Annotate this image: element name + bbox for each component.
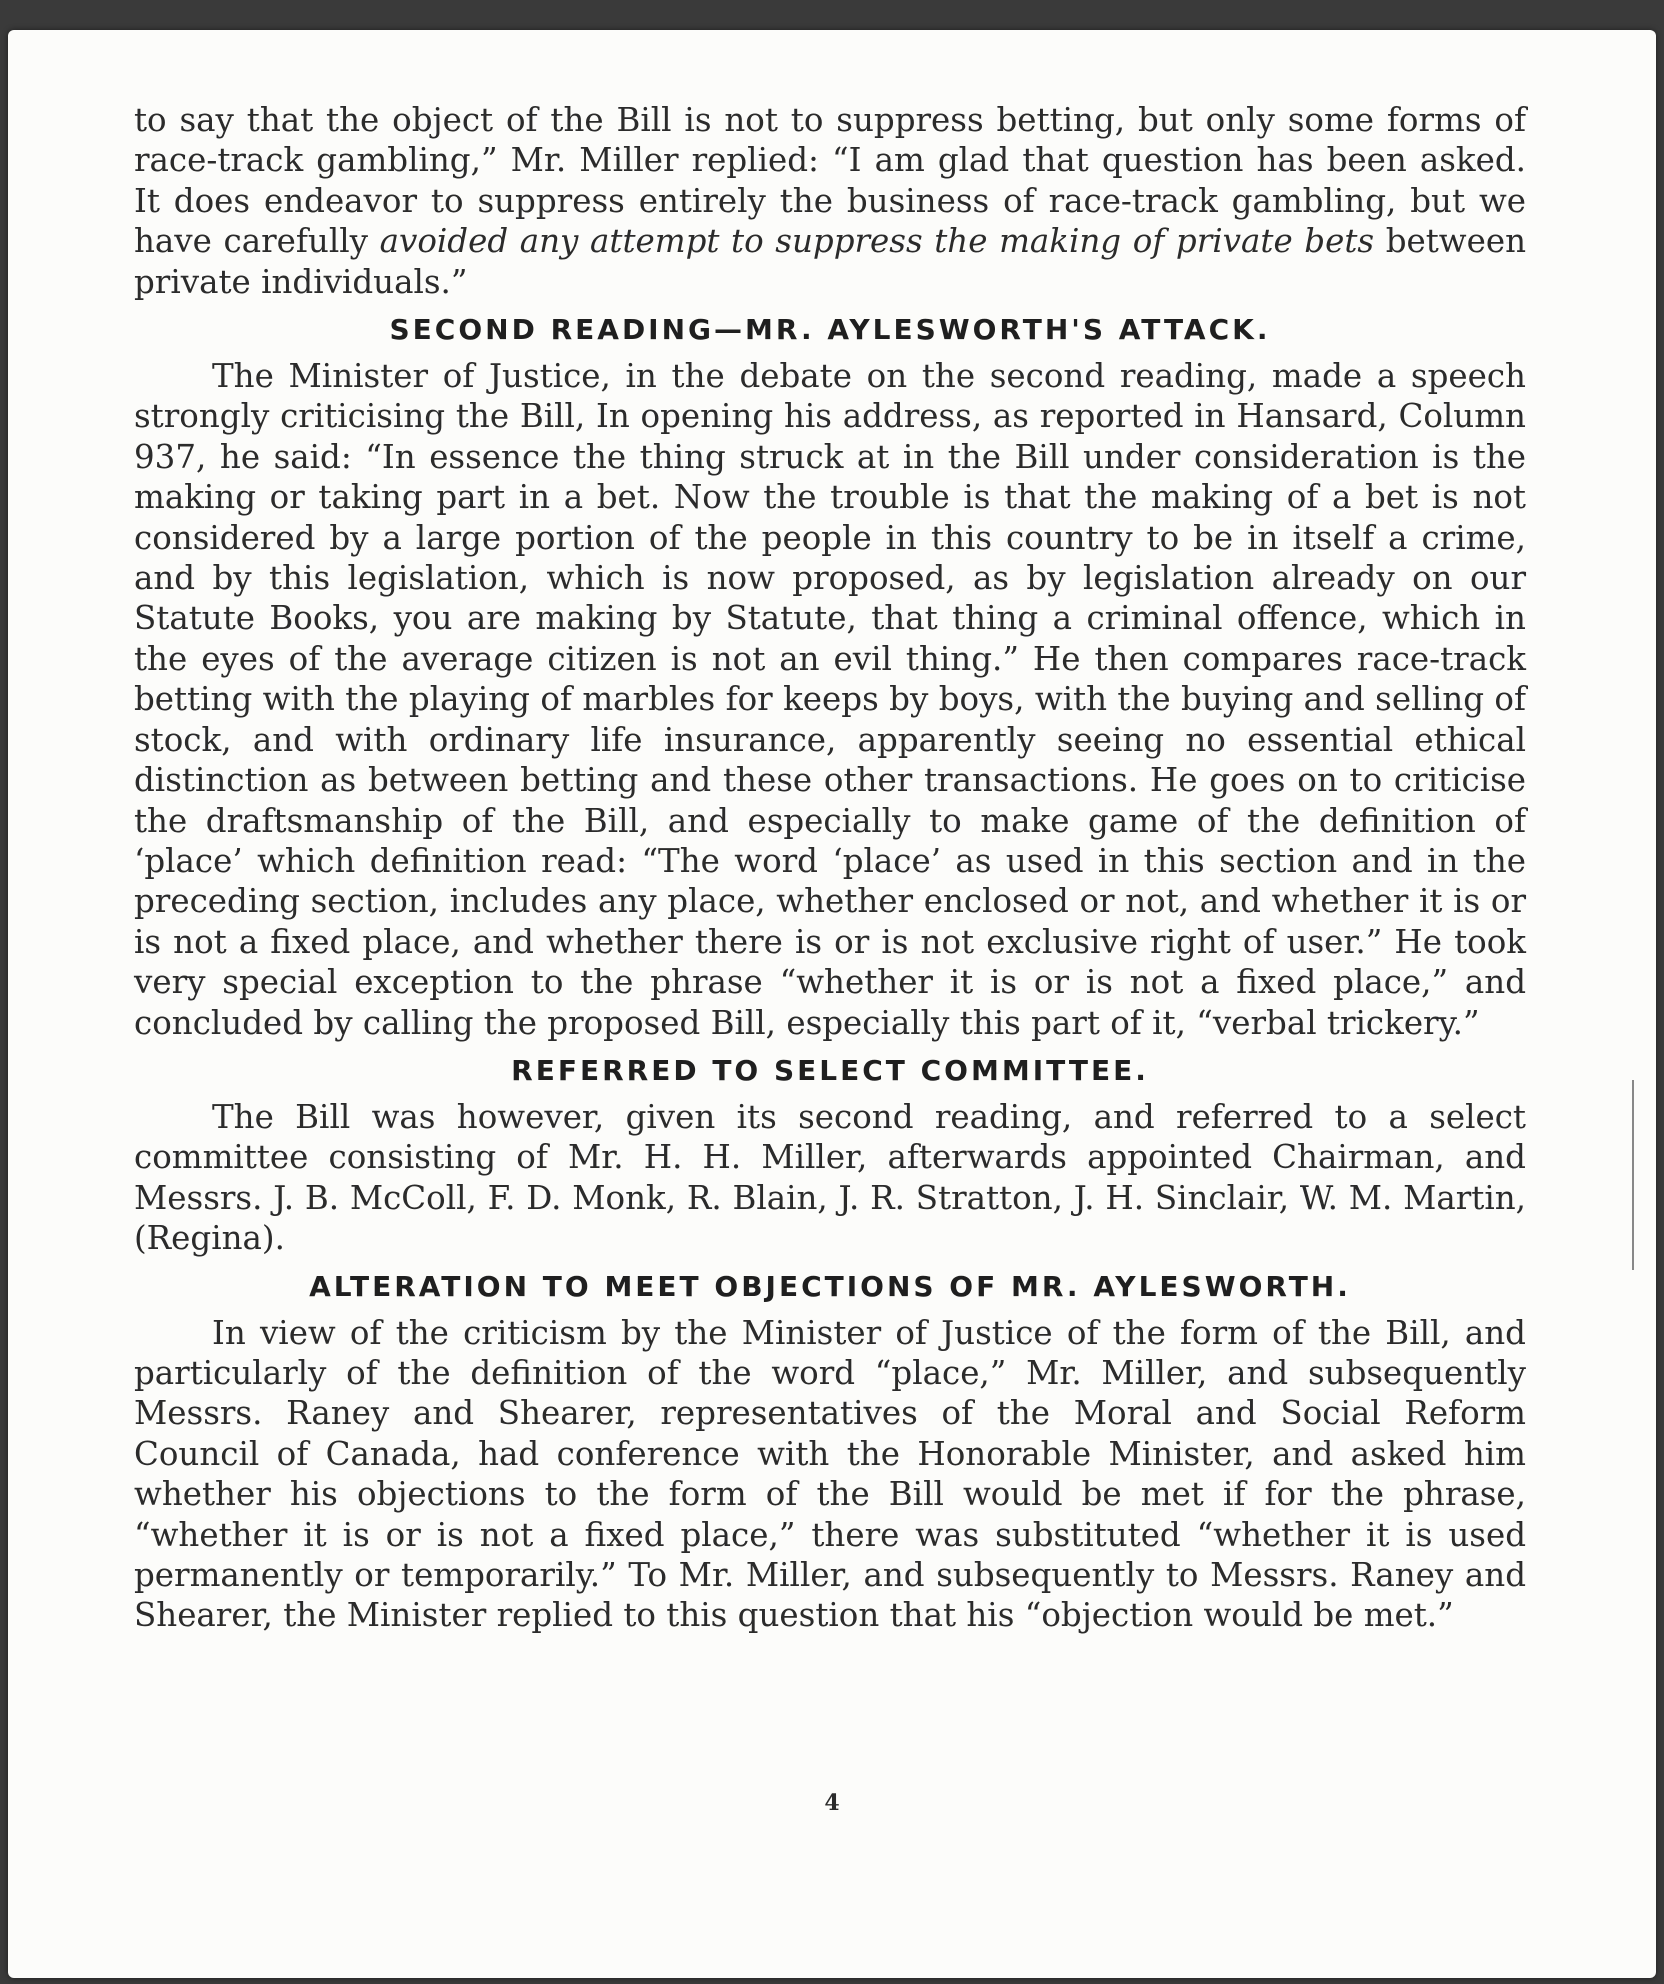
page-edge-mark: [1632, 1080, 1638, 1270]
section-paragraph-second-reading: The Minister of Justice, in the debate on the second reading, made a speech strongly criticising the Bill, In opening his address, as reported in Hansard, Column 937, he said: “In essence the thing struck at in the Bill under consideration is the making or taking part in a bet. Now the trouble is that the making of a bet is not considered by a large portion of the people in this country to be in itself a crime, and by this legislation, which is now proposed, as by legislation already on our Statute Books, you are making by Statute, that thing a criminal offence, which in the eyes of the average citizen is not an evil thing.” He then compares race-track betting with the playing of marbles for keeps by boys, with the buying and selling of stock, and with ordinary life insurance, apparently seeing no essential ethical distinction as between betting and these other transactions. He goes on to criticise the draftsmanship of the Bill, and especially to make game of the definition of ‘place’ which definition read: “The word ‘place’ as used in this section and in the preceding section, includes any place, whether enclosed or not, and whether it is or is not a fixed place, and whether there is or is not exclusive right of user.” He took very special exception to the phrase “whether it is or is not a fixed place,” and concluded by calling the proposed Bill, especially this part of it, “verbal trickery.”: [134, 357, 1526, 1042]
section-heading-alteration: ALTERATION TO MEET OBJECTIONS OF MR. AYLESWORTH.: [309, 1269, 1351, 1303]
opening-paragraph-text: to say that the object of the Bill is not to suppress betting, but only some forms of race-track gambling,” Mr. Miller replied: “I am glad that question has been asked. It does endeavor to suppress entirely the business of race-track gambling, but we have carefully: [134, 101, 1526, 261]
opening-paragraph-end: between private individuals.”: [134, 222, 1527, 301]
document-page: [8, 30, 1656, 1978]
section-paragraph-alteration: In view of the criticism by the Minister of Justice of the form of the Bill, and particularly of the definition of the word “place,” Mr. Miller, and subsequently Messrs. Raney and Shearer, representatives of the Moral and Social Reform Council of Canada, had conference with the Honorable Minister, and asked him whether his objections to the form of the Bill would be met if for the phrase, “whether it is or is not a fixed place,” there was substituted “whether it is used permanently or temporarily.” To Mr. Miller, and subsequently to Messrs. Raney and Shearer, the Minister replied to this question that his “objection would be met.”: [134, 1313, 1526, 1635]
section-heading-select-committee: REFERRED TO SELECT COMMITTEE.: [511, 1053, 1149, 1087]
section-heading-second-reading: SECOND READING—MR. AYLESWORTH'S ATTACK.: [389, 313, 1271, 347]
opening-paragraph: [134, 100, 1526, 302]
page-number: 4: [824, 1790, 840, 1816]
section-paragraph-select-committee: The Bill was however, given its second reading, and referred to a select committee consisting of Mr. H. H. Miller, afterwards appointed Chairman, and Messrs. J. B. McColl, F. D. Monk, R. Blain, J. R. Stratton, J. H. Sinclair, W. M. Martin, (Regina).: [134, 1097, 1526, 1258]
opening-paragraph-italic: avoided any attempt to suppress the making of private bets: [379, 222, 1375, 261]
page-content: [134, 100, 1526, 1636]
